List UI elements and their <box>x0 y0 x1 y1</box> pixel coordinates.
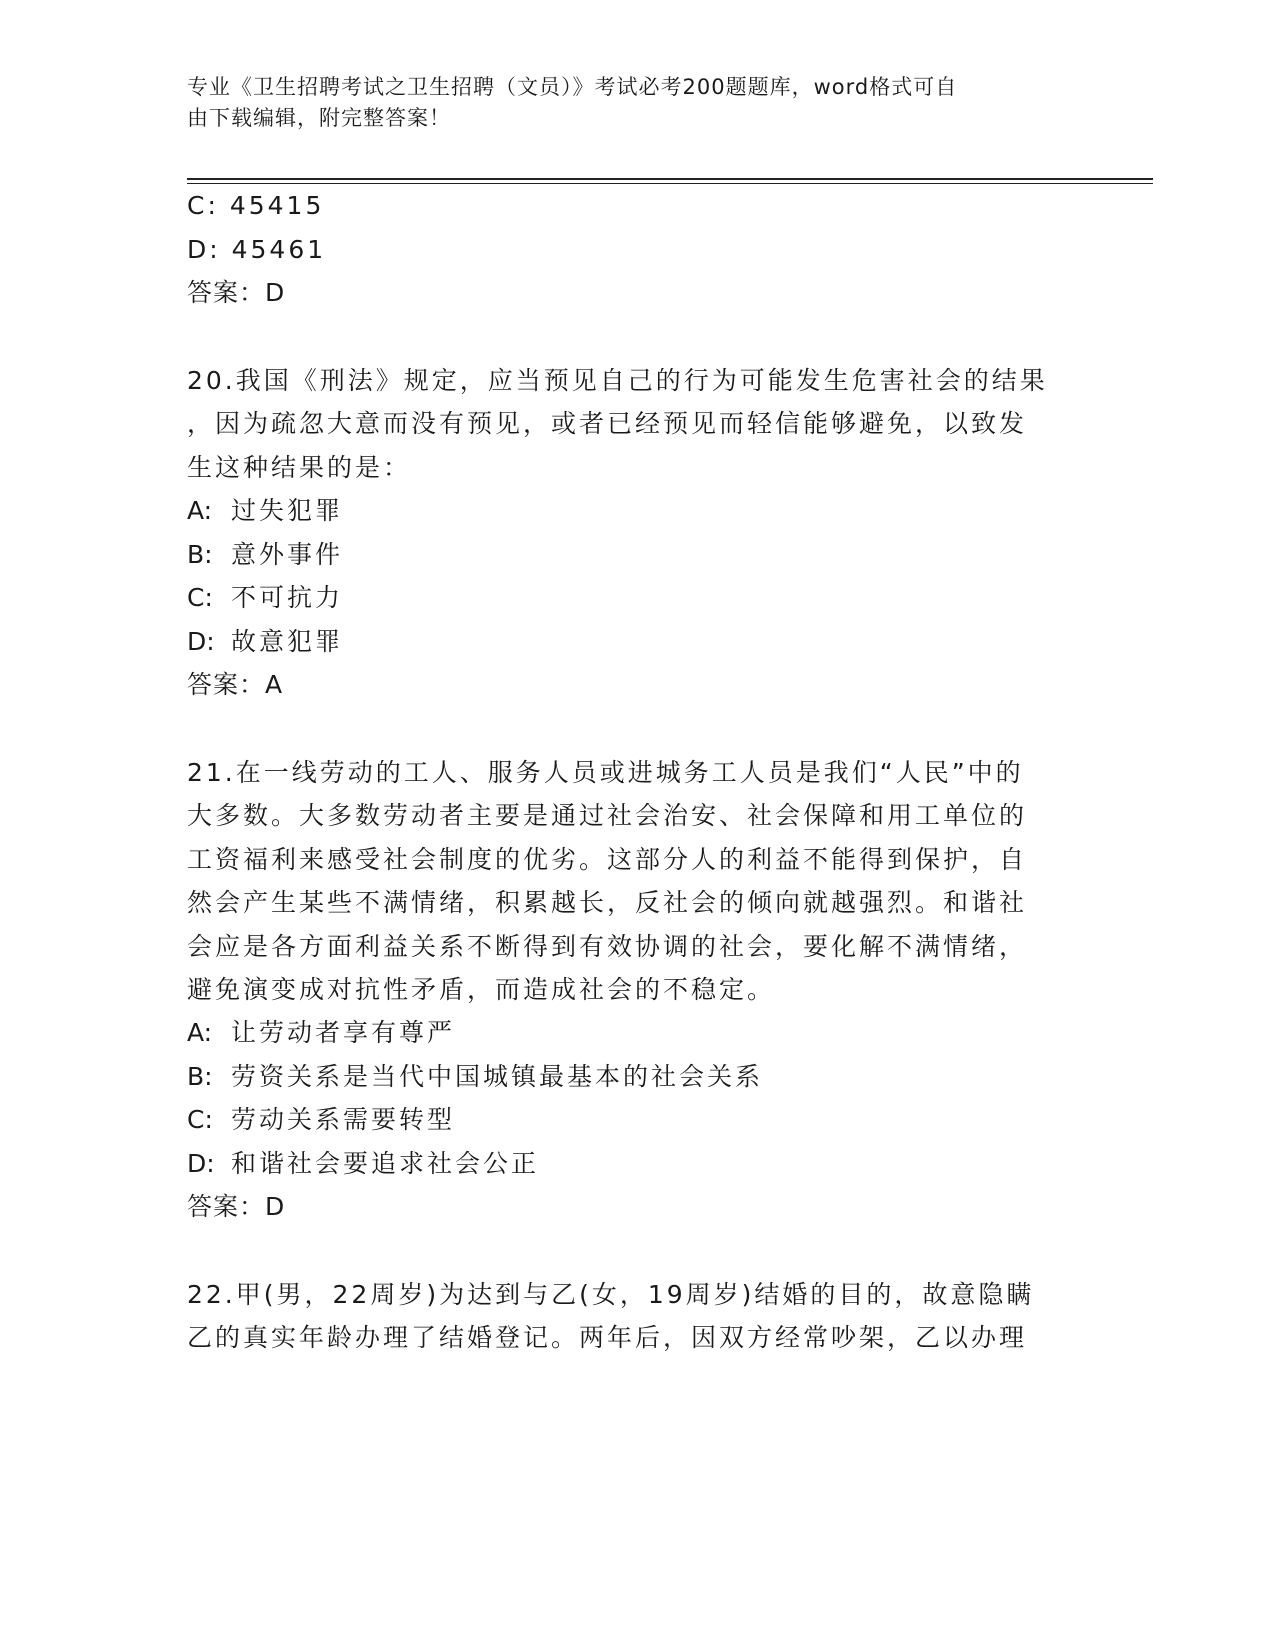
document-header <box>187 72 1067 134</box>
q20-option-b <box>187 539 343 571</box>
q20-option-a <box>187 495 343 527</box>
prev-option-d: D: 45461 <box>187 235 327 264</box>
q21-answer: 答案：D <box>187 1192 286 1221</box>
q20-stem-line-2: ，因为疏忽大意而没有预见，或者已经预见而轻信能够避免，以致发 <box>187 409 1028 438</box>
q20-option-d <box>187 626 343 658</box>
q21-option-d-label: D: <box>187 1149 215 1178</box>
q21-stem-line-5: 会应是各方面利益关系不断得到有效协调的社会，要化解不满情绪， <box>187 932 1028 961</box>
q21-option-d <box>187 1148 539 1180</box>
q20-stem-line-3: 生这种结果的是： <box>187 453 412 482</box>
q21-stem-line-2: 大多数。大多数劳动者主要是通过社会治安、社会保障和用工单位的 <box>187 801 1028 830</box>
q21-option-b-text: 劳资关系是当代中国城镇最基本的社会关系 <box>231 1062 764 1091</box>
q21-option-b-label: B: <box>187 1062 213 1091</box>
q21-option-a-label: A: <box>187 1018 213 1047</box>
q21-option-a <box>187 1017 455 1049</box>
q20-option-b-label: B: <box>187 540 213 569</box>
q20-option-a-label: A: <box>187 496 213 525</box>
q21-stem-line-6: 避免演变成对抗性矛盾，而造成社会的不稳定。 <box>187 975 776 1004</box>
q21-option-c-text: 劳动关系需要转型 <box>231 1105 456 1134</box>
q20-option-a-text: 过失犯罪 <box>231 496 344 525</box>
q21-option-c-label: C: <box>187 1105 213 1134</box>
q22-stem-line-1: 22.甲(男，22周岁)为达到与乙(女，19周岁)结婚的目的，故意隐瞒 <box>187 1280 1035 1309</box>
q20-stem-line-1: 20.我国《刑法》规定，应当预见自己的行为可能发生危害社会的结果 <box>187 366 1048 395</box>
header-rule-thick <box>187 178 1153 180</box>
q21-option-a-text: 让劳动者享有尊严 <box>231 1018 456 1047</box>
header-line-1: 专业《卫生招聘考试之卫生招聘（文员）》考试必考200题题库，word格式可自 <box>187 75 958 99</box>
q21-stem-line-4: 然会产生某些不满情绪，积累越长，反社会的倾向就越强烈。和谐社 <box>187 888 1028 917</box>
q20-answer: 答案：A <box>187 670 284 699</box>
q20-option-c <box>187 582 343 614</box>
q21-option-b <box>187 1061 763 1093</box>
header-rule-thin <box>187 183 1153 184</box>
prev-option-c: C: 45415 <box>187 191 325 220</box>
q22-stem-line-2: 乙的真实年龄办理了结婚登记。两年后，因双方经常吵架，乙以办理 <box>187 1323 1028 1352</box>
q21-stem-line-3: 工资福利来感受社会制度的优劣。这部分人的利益不能得到保护，自 <box>187 845 1028 874</box>
q20-option-c-text: 不可抗力 <box>231 583 344 612</box>
q20-option-d-text: 故意犯罪 <box>231 627 344 656</box>
q20-option-c-label: C: <box>187 583 213 612</box>
q20-option-d-label: D: <box>187 627 215 656</box>
q21-stem-line-1: 21.在一线劳动的工人、服务人员或进城务工人员是我们“人民”中的 <box>187 758 1024 787</box>
q21-option-d-text: 和谐社会要追求社会公正 <box>231 1149 540 1178</box>
q20-option-b-text: 意外事件 <box>231 540 344 569</box>
prev-answer: 答案：D <box>187 278 286 307</box>
q21-option-c <box>187 1104 455 1136</box>
header-line-2: 由下载编辑，附完整答案！ <box>187 106 451 130</box>
